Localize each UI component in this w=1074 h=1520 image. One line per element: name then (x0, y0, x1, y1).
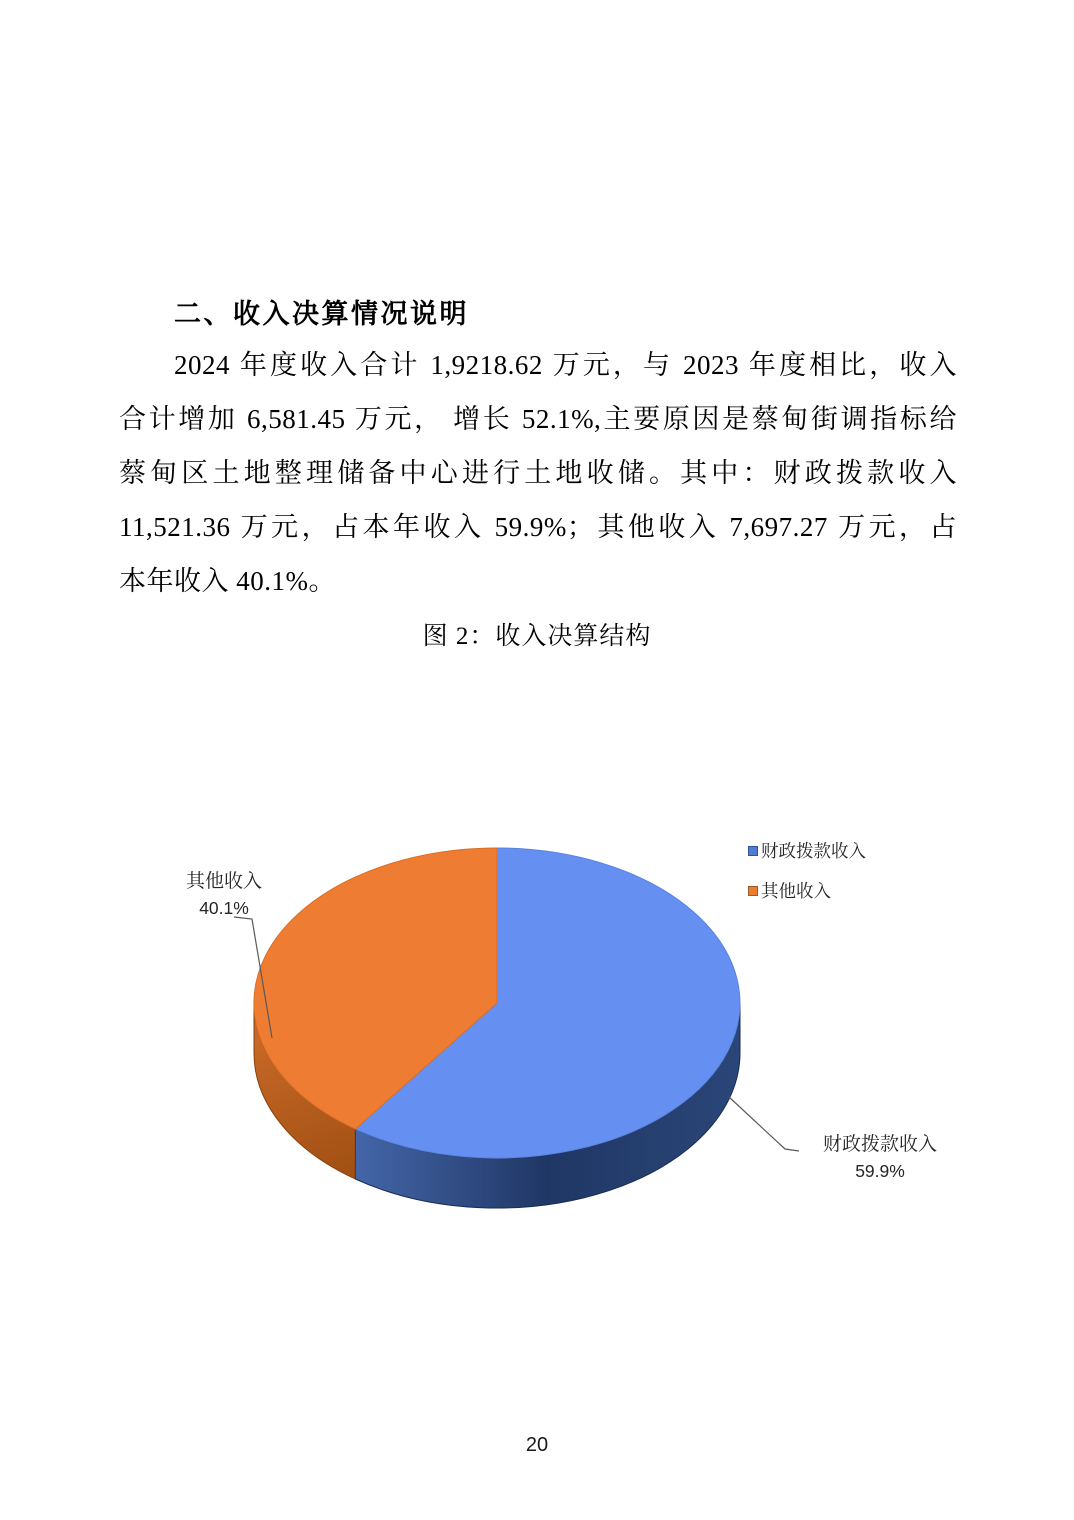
legend-swatch-fiscal-icon (748, 846, 758, 856)
paragraph-line-3: 蔡甸区土地整理储备中心进行土地收储。其中：财政拨款收入 (119, 458, 957, 488)
paragraph-line-5: 本年收入 40.1%。 (119, 566, 336, 596)
paragraph-line-4: 11,521.36 万元，占本年收入 59.9%；其他收入 7,697.27 万元，占 (119, 512, 957, 542)
legend-item-fiscal-income (748, 838, 968, 863)
pie-label-other-income-name: 其他收入 (185, 871, 262, 892)
pie-label-fiscal-income-percent: 59.9% (855, 1161, 905, 1181)
chart-legend (748, 838, 968, 918)
leader-line-fiscal (729, 1097, 799, 1151)
pie-chart (0, 660, 1074, 1300)
legend-item-other-income (748, 878, 968, 903)
figure-caption: 图 2：收入决算结构 (422, 623, 652, 650)
paragraph-line-1: 2024 年度收入合计 1,9218.62 万元，与 2023 年度相比，收入 (174, 350, 957, 380)
paragraph-line-2: 合计增加 6,581.45 万元， 增长 52.1%,主要原因是蔡甸街调指标给 (119, 404, 957, 434)
pie-label-other-income-percent: 40.1% (199, 898, 249, 918)
legend-label-fiscal: 财政拨款收入 (761, 841, 866, 861)
legend-swatch-other-icon (748, 886, 758, 896)
pie-label-fiscal-income (790, 1132, 970, 1184)
pie-label-other-income (158, 869, 290, 921)
section-heading: 二、收入决算情况说明 (174, 299, 469, 329)
page-number: 20 (525, 1434, 549, 1456)
legend-label-other: 其他收入 (761, 881, 831, 901)
pie-label-fiscal-income-name: 财政拨款收入 (822, 1134, 937, 1155)
